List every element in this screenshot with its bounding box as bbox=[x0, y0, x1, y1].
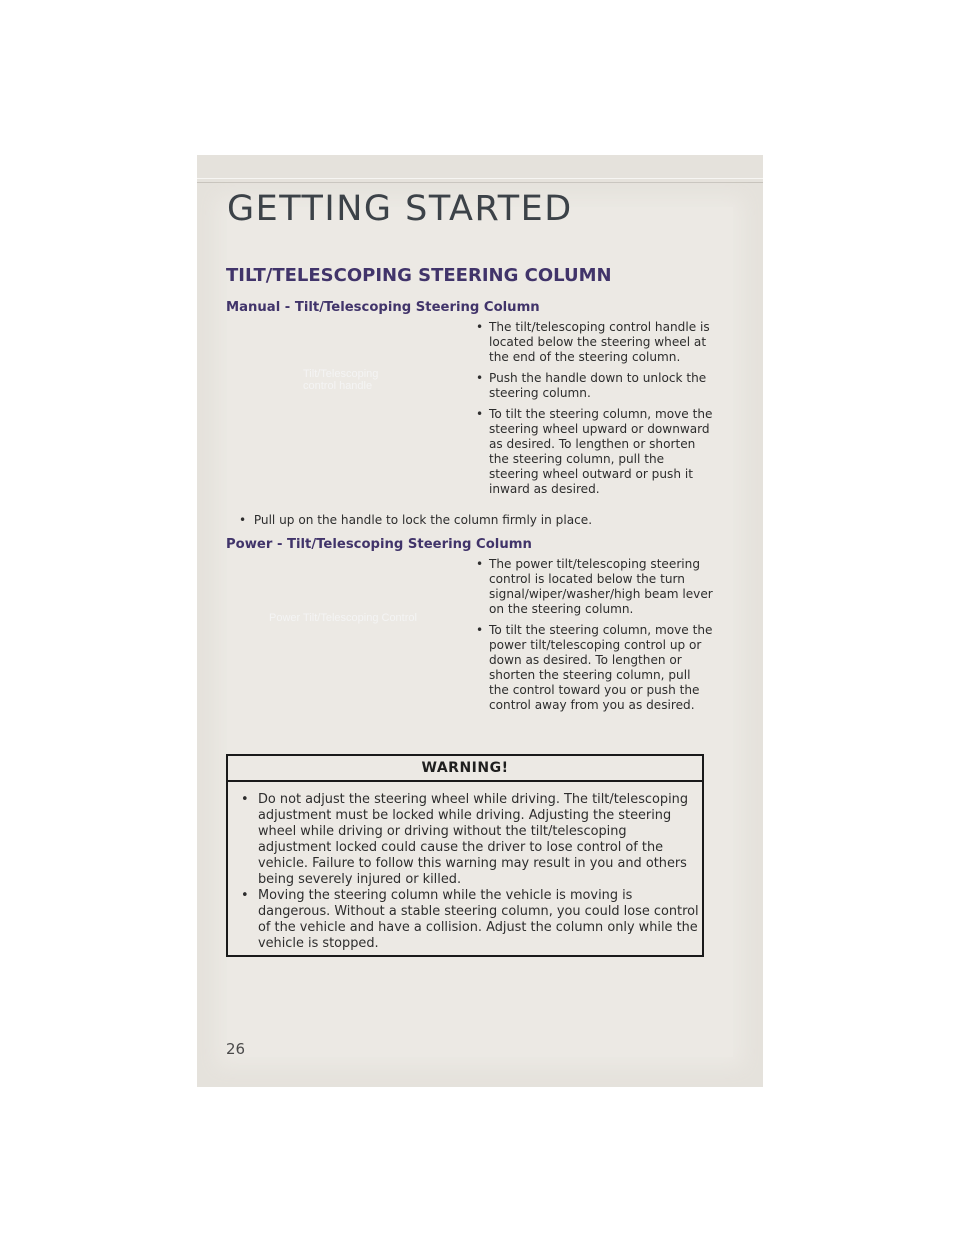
manual-figure-label-line2: control handle bbox=[303, 380, 373, 392]
list-item: • To tilt the steering column, move the steering wheel upward or downward as desired. To lengthen or shorten the steering column, pull the steering wheel outward or push it inward as desired. bbox=[463, 407, 713, 497]
main-heading: TILT/TELESCOPING STEERING COLUMN bbox=[226, 265, 612, 286]
warning-box bbox=[226, 754, 704, 957]
bullet-icon: • bbox=[239, 513, 254, 527]
list-item: • Moving the steering column while the vehicle is moving is dangerous. Without a stable steering column, you could lose control of the vehicle and have a collision. Adjust the column only while the vehicle is stopped. bbox=[228, 888, 702, 952]
warning-bullet-list bbox=[228, 792, 702, 952]
warning-title: WARNING! bbox=[228, 756, 702, 782]
manual-figure-label-line1: Tilt/Telescoping bbox=[303, 368, 379, 380]
power-figure-label: Power Tilt/Telescoping Control bbox=[269, 612, 417, 624]
page-number: 26 bbox=[226, 1040, 246, 1058]
manual-bullet-list bbox=[463, 320, 713, 503]
header-rule-dark bbox=[197, 182, 763, 183]
list-item: • Do not adjust the steering wheel while driving. The tilt/telescoping adjustment must be locked while driving. Adjusting the steering wheel while driving or driving without the tilt/telescoping adjustment locked could cause the driver to lose control of the vehicle. Failure to follow this warning may result in you and others being severely injured or killed. bbox=[228, 792, 702, 888]
power-section-heading: Power - Tilt/Telescoping Steering Column bbox=[226, 537, 532, 552]
power-bullet-list bbox=[463, 557, 713, 719]
list-item: • The power tilt/telescoping steering control is located below the turn signal/wiper/washer/high beam lever on the steering column. bbox=[463, 557, 713, 617]
manual-section-heading: Manual - Tilt/Telescoping Steering Column bbox=[226, 300, 540, 315]
manual-lock-bullet bbox=[239, 513, 592, 527]
section-header: GETTING STARTED bbox=[227, 189, 573, 229]
list-item: • To tilt the steering column, move the power tilt/telescoping control up or down as desired. To lengthen or shorten the steering column, pull the control toward you or push the control away from you as desired. bbox=[463, 623, 713, 713]
manual-lock-text: Pull up on the handle to lock the column firmly in place. bbox=[253, 513, 593, 527]
list-item: • Push the handle down to unlock the steering column. bbox=[463, 371, 713, 401]
list-item: • The tilt/telescoping control handle is located below the steering wheel at the end of the steering column. bbox=[463, 320, 713, 365]
manual-page bbox=[197, 155, 763, 1087]
header-rule-light bbox=[197, 178, 763, 179]
